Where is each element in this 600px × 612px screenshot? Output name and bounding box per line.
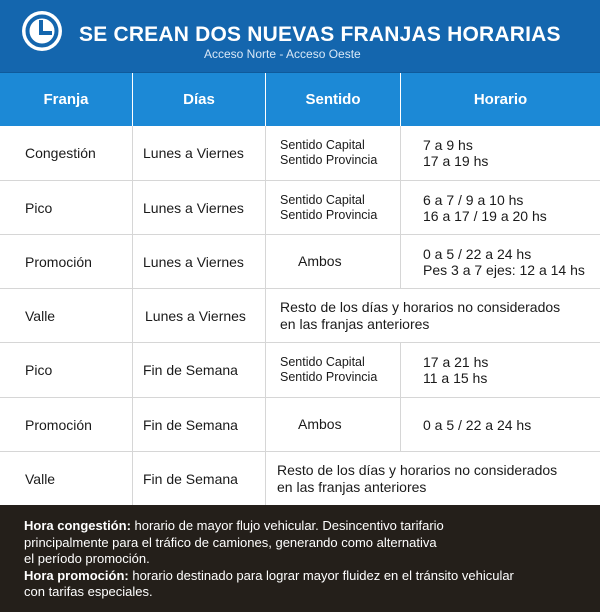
table-row: [0, 343, 600, 398]
column-header-sentido: Sentido: [266, 73, 401, 127]
sentido-line: Sentido Provincia: [280, 370, 378, 384]
cell-horario: [401, 343, 600, 397]
column-header-dias: Días: [133, 73, 266, 127]
horario-line: 0 a 5 / 22 a 24 hs: [423, 416, 532, 433]
cell-horario: [401, 181, 600, 234]
cell-dias: Fin de Semana: [133, 343, 266, 397]
cell-sentido: [266, 398, 401, 451]
horario-line: 11 a 15 hs: [423, 370, 488, 386]
cell-dias: Lunes a Viernes: [133, 181, 266, 234]
table-row: [0, 235, 600, 289]
footer-notes: [0, 505, 600, 612]
table-header: [0, 72, 600, 126]
horario-line: 17 a 21 hs: [423, 354, 489, 370]
horario-line: 16 a 17 / 19 a 20 hs: [423, 207, 547, 224]
cell-sentido: [266, 235, 401, 288]
cell-franja: Pico: [0, 181, 133, 234]
column-header-franja: Franja: [0, 73, 133, 127]
table-row: [0, 126, 600, 181]
note-congestion-line: el período promoción.: [24, 551, 150, 566]
note-congestion-line: principalmente para el tráfico de camiones, generando como alternativa: [24, 534, 437, 550]
column-header-horario: Horario: [473, 91, 528, 108]
cell-franja: Valle: [0, 452, 133, 505]
note-promocion-line: con tarifas especiales.: [24, 584, 153, 599]
horario-line: 17 a 19 hs: [423, 153, 489, 169]
cell-dias: Fin de Semana: [133, 452, 266, 505]
sentido-line: Ambos: [298, 253, 342, 269]
note-label: Hora congestión:: [24, 518, 131, 533]
horario-line: Pes 3 a 7 ejes: 12 a 14 hs: [423, 261, 585, 278]
cell-franja: Promoción: [0, 235, 133, 288]
sentido-line: Sentido Capital: [280, 138, 365, 152]
table-row: [0, 181, 600, 235]
horario-line: 7 a 9 hs: [423, 137, 473, 153]
horario-line: 0 a 5 / 22 a 24 hs: [423, 245, 532, 262]
cell-dias: Lunes a Viernes: [133, 235, 266, 288]
sentido-line: Sentido Capital: [280, 192, 365, 207]
page-title: SE CREAN DOS NUEVAS FRANJAS HORARIAS: [79, 23, 561, 46]
note-label: Hora promoción:: [24, 567, 129, 583]
cell-sentido: [266, 343, 401, 397]
cell-dias: Fin de Semana: [133, 398, 266, 451]
sentido-line: Sentido Capital: [280, 355, 365, 369]
header-banner: [0, 0, 600, 72]
cell-franja: Congestión: [0, 126, 133, 180]
sentido-line: Sentido Provincia: [280, 153, 378, 167]
cell-sentido: [266, 181, 401, 234]
note-congestion-line: [24, 518, 600, 535]
note-promocion-line: [24, 568, 600, 585]
cell-merged-note: [266, 452, 600, 505]
horario-line: 6 a 7 / 9 a 10 hs: [423, 191, 524, 208]
cell-merged-note: [266, 289, 600, 342]
sentido-line: Ambos: [298, 416, 342, 432]
cell-franja: Promoción: [0, 398, 133, 451]
cell-dias: Lunes a Viernes: [133, 289, 266, 342]
table-row: [0, 398, 600, 452]
page-subtitle: Acceso Norte - Acceso Oeste: [204, 47, 361, 61]
cell-horario: [401, 126, 600, 180]
note-text: horario destinado para lograr mayor fluidez en el tránsito vehicular: [128, 567, 514, 583]
cell-horario: [401, 235, 600, 288]
cell-horario: [401, 398, 600, 451]
cell-franja: Valle: [0, 289, 133, 342]
note-line: en las franjas anteriores: [277, 478, 427, 495]
cell-sentido: [266, 126, 401, 180]
table-row: [0, 452, 600, 505]
table-row: [0, 289, 600, 343]
note-text: horario de mayor flujo vehicular. Desincentivo tarifario: [130, 518, 444, 533]
cell-franja: Pico: [0, 343, 133, 397]
clock-icon: [20, 9, 64, 53]
note-line: en las franjas anteriores: [280, 315, 430, 332]
note-line: Resto de los días y horarios no considerados: [280, 298, 561, 315]
note-line: Resto de los días y horarios no considerados: [277, 461, 558, 478]
cell-dias: Lunes a Viernes: [133, 126, 266, 180]
sentido-line: Sentido Provincia: [280, 207, 378, 222]
